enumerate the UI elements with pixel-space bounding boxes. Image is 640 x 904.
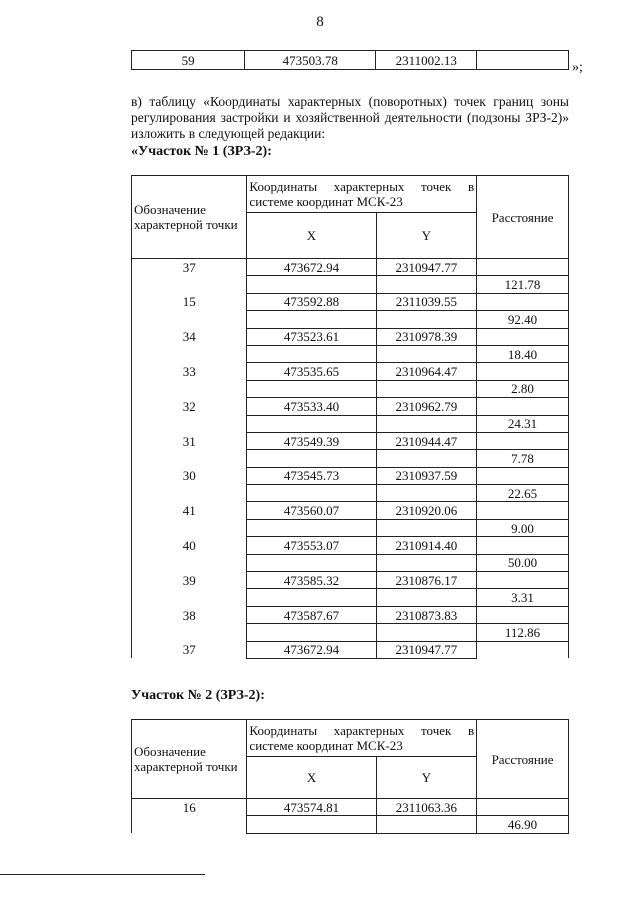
y-cell: 2311063.36 [376,799,477,816]
x-cell: 473549.39 [247,432,376,449]
x-cell: 473553.07 [247,537,376,554]
x-header: X [247,213,376,259]
distance-cell [477,537,569,554]
x-cell: 473672.94 [247,259,376,276]
y-cell: 2310920.06 [376,502,477,519]
distance-cell: 46.90 [477,816,569,833]
distance-row [132,345,569,362]
y-cell [376,554,477,571]
point-cell [132,345,247,362]
y-cell [376,276,477,293]
x-cell [247,816,376,833]
distance-cell [477,51,569,70]
x-header: X [247,757,376,799]
y-cell: 2310937.59 [376,467,477,484]
x-cell: 473503.78 [245,51,376,70]
point-cell: 15 [132,293,247,310]
y-cell: 2310914.40 [376,537,477,554]
y-header: Y [376,213,477,259]
point-row [132,572,569,589]
y-cell: 2310947.77 [376,259,477,276]
page-number: 8 [316,14,324,30]
coordinates-table-1 [131,175,569,659]
distance-cell: 3.31 [477,589,569,606]
point-cell [132,816,247,833]
distance-cell [477,467,569,484]
point-row [132,259,569,276]
y-cell: 2310964.47 [376,363,477,380]
distance-row [132,450,569,467]
point-cell: 41 [132,502,247,519]
x-cell: 473560.07 [247,502,376,519]
distance-cell [477,432,569,449]
distance-cell [477,398,569,415]
distance-row [132,519,569,536]
point-cell: 59 [132,51,245,70]
x-cell [247,485,376,502]
point-cell: 38 [132,606,247,623]
distance-cell: 112.86 [477,624,569,641]
y-cell [376,345,477,362]
point-cell [132,624,247,641]
x-cell [247,415,376,432]
section1-heading: «Участок № 1 (ЗРЗ-2): [131,144,272,159]
distance-row [132,415,569,432]
y-cell: 2310873.83 [376,606,477,623]
point-cell: 37 [132,641,247,658]
distance-row [132,589,569,606]
y-cell: 2311039.55 [376,293,477,310]
point-header: Обозначение характерной точки [132,176,247,259]
distance-cell: 50.00 [477,554,569,571]
point-row [132,293,569,310]
point-cell [132,380,247,397]
y-cell: 2310944.47 [376,432,477,449]
point-cell [132,485,247,502]
distance-cell [477,572,569,589]
x-cell [247,380,376,397]
x-cell: 473574.81 [247,799,376,816]
distance-cell: 92.40 [477,311,569,328]
point-row [132,502,569,519]
x-cell [247,554,376,571]
point-cell: 33 [132,363,247,380]
point-cell [132,311,247,328]
point-cell [132,450,247,467]
coords-header: Координаты характерных точек в системе координат МСК-23 [247,176,477,213]
x-cell: 473535.65 [247,363,376,380]
point-row [132,537,569,554]
point-row [132,363,569,380]
distance-cell: 121.78 [477,276,569,293]
point-cell [132,519,247,536]
x-cell [247,624,376,641]
y-cell [376,415,477,432]
y-header: Y [376,757,477,799]
distance-row [132,624,569,641]
coordinates-table-2 [131,719,569,834]
y-cell: 2310962.79 [376,398,477,415]
distance-cell [477,606,569,623]
distance-row [132,554,569,571]
distance-cell: 22.65 [477,485,569,502]
point-row [132,799,569,816]
point-cell: 31 [132,432,247,449]
point-cell: 30 [132,467,247,484]
x-cell: 473587.67 [247,606,376,623]
y-cell [376,450,477,467]
y-cell [376,380,477,397]
point-cell: 37 [132,259,247,276]
x-cell [247,589,376,606]
header-row [132,720,569,757]
point-cell [132,589,247,606]
x-cell [247,311,376,328]
distance-cell: 2.80 [477,380,569,397]
footnote-separator [0,874,205,875]
point-cell: 39 [132,572,247,589]
distance-cell [477,363,569,380]
table-row [132,51,569,70]
point-cell [132,415,247,432]
distance-cell: 9.00 [477,519,569,536]
point-cell [132,554,247,571]
x-cell: 473585.32 [247,572,376,589]
point-row [132,398,569,415]
section2-heading: Участок № 2 (ЗРЗ-2): [131,688,265,703]
y-cell [376,816,477,833]
distance-cell: 24.31 [477,415,569,432]
point-cell: 34 [132,328,247,345]
point-cell: 32 [132,398,247,415]
point-header: Обозначение характерной точки [132,720,247,799]
y-cell [376,311,477,328]
distance-header: Расстояние [477,176,569,259]
distance-row [132,276,569,293]
x-cell [247,276,376,293]
point-cell [132,276,247,293]
distance-cell [477,328,569,345]
coords-header: Координаты характерных точек в системе координат МСК-23 [247,720,477,757]
closing-quote: »; [572,60,583,75]
distance-row [132,380,569,397]
y-cell [376,624,477,641]
x-cell: 473672.94 [247,641,376,658]
distance-cell [477,259,569,276]
y-cell [376,519,477,536]
distance-cell: 7.78 [477,450,569,467]
distance-row [132,311,569,328]
x-cell: 473533.40 [247,398,376,415]
y-cell: 2310978.39 [376,328,477,345]
distance-cell: 18.40 [477,345,569,362]
header-row [132,176,569,213]
point-cell: 16 [132,799,247,816]
x-cell [247,519,376,536]
distance-row [132,816,569,833]
x-cell: 473523.61 [247,328,376,345]
y-cell [376,485,477,502]
y-cell: 2310947.77 [376,641,477,658]
y-cell [376,589,477,606]
point-row [132,328,569,345]
distance-cell [477,641,569,658]
distance-cell [477,293,569,310]
amendment-paragraph: в) таблицу «Координаты характерных (поворотных) точек границ зоны регулирования застройки и хозяйственной деятельности (подзоны ЗРЗ-2)» изложить в следующей редакции: [131,94,569,141]
point-row [132,467,569,484]
x-cell [247,345,376,362]
x-cell: 473592.88 [247,293,376,310]
x-cell: 473545.73 [247,467,376,484]
point-row [132,606,569,623]
x-cell [247,450,376,467]
continuation-table [131,50,569,70]
point-row [132,641,569,658]
distance-header: Расстояние [477,720,569,799]
distance-cell [477,799,569,816]
y-cell: 2310876.17 [376,572,477,589]
point-cell: 40 [132,537,247,554]
point-row [132,432,569,449]
distance-row [132,485,569,502]
distance-cell [477,502,569,519]
y-cell: 2311002.13 [376,51,477,70]
